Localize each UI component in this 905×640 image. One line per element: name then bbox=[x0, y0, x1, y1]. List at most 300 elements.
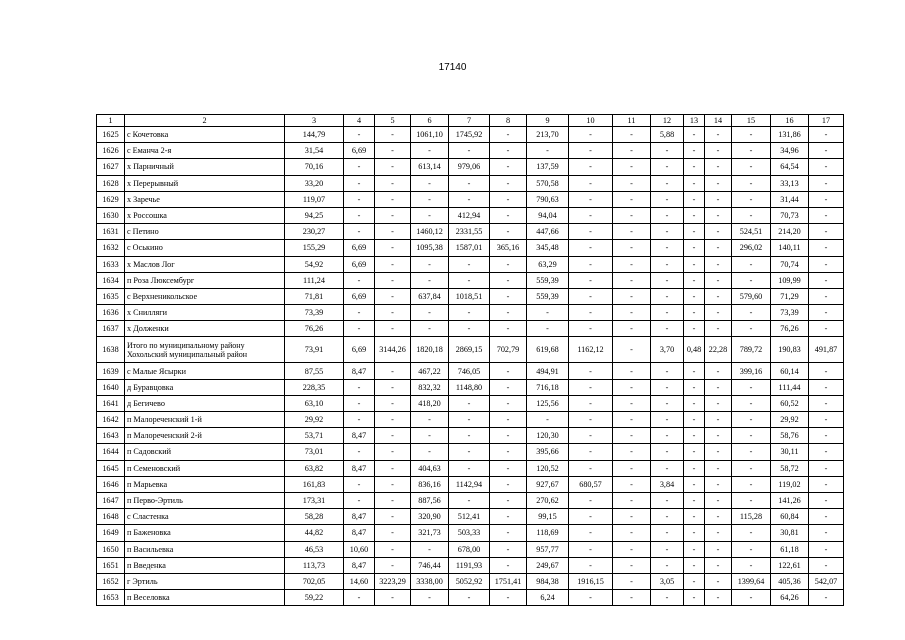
value-cell: - bbox=[411, 272, 449, 288]
value-cell: 118,69 bbox=[527, 525, 569, 541]
value-cell: - bbox=[569, 143, 613, 159]
value-cell: - bbox=[732, 395, 771, 411]
value-cell: - bbox=[613, 127, 651, 143]
value-cell: 345,48 bbox=[527, 240, 569, 256]
value-cell: - bbox=[375, 288, 411, 304]
value-cell: - bbox=[705, 492, 732, 508]
value-cell: 3144,26 bbox=[375, 337, 411, 363]
value-cell: 8,47 bbox=[344, 363, 375, 379]
value-cell: 979,06 bbox=[449, 159, 490, 175]
value-cell: - bbox=[651, 541, 684, 557]
value-cell: - bbox=[490, 159, 527, 175]
value-cell: 70,73 bbox=[771, 207, 809, 223]
table-row bbox=[97, 444, 844, 460]
value-cell: - bbox=[449, 460, 490, 476]
value-cell: 270,62 bbox=[527, 492, 569, 508]
table-row bbox=[97, 224, 844, 240]
value-cell: - bbox=[490, 525, 527, 541]
value-cell: 3,70 bbox=[651, 337, 684, 363]
value-cell: - bbox=[705, 541, 732, 557]
value-cell: - bbox=[411, 541, 449, 557]
value-cell: 125,56 bbox=[527, 395, 569, 411]
settlement-name-cell: с Кочетовка bbox=[125, 127, 285, 143]
value-cell: - bbox=[651, 525, 684, 541]
value-cell: 33,13 bbox=[771, 175, 809, 191]
value-cell: 1916,15 bbox=[569, 573, 613, 589]
value-cell: - bbox=[705, 444, 732, 460]
value-cell: - bbox=[375, 159, 411, 175]
value-cell: - bbox=[344, 272, 375, 288]
table-row bbox=[97, 159, 844, 175]
row-number-cell: 1636 bbox=[97, 305, 125, 321]
value-cell: - bbox=[651, 207, 684, 223]
settlement-name-cell: с Сластенка bbox=[125, 509, 285, 525]
row-number-cell: 1650 bbox=[97, 541, 125, 557]
value-cell: - bbox=[490, 305, 527, 321]
value-cell: - bbox=[732, 191, 771, 207]
value-cell: - bbox=[705, 412, 732, 428]
value-cell: - bbox=[684, 557, 705, 573]
value-cell: 678,00 bbox=[449, 541, 490, 557]
value-cell: - bbox=[490, 492, 527, 508]
value-cell: - bbox=[809, 224, 844, 240]
table-row bbox=[97, 240, 844, 256]
value-cell: - bbox=[569, 412, 613, 428]
value-cell: 8,47 bbox=[344, 460, 375, 476]
value-cell: - bbox=[613, 305, 651, 321]
value-cell: 249,67 bbox=[527, 557, 569, 573]
value-cell: - bbox=[651, 272, 684, 288]
value-cell: - bbox=[705, 590, 732, 606]
value-cell: 122,61 bbox=[771, 557, 809, 573]
value-cell: 8,47 bbox=[344, 557, 375, 573]
value-cell: - bbox=[411, 191, 449, 207]
value-cell: 0,48 bbox=[684, 337, 705, 363]
value-cell: 412,94 bbox=[449, 207, 490, 223]
value-cell: 120,52 bbox=[527, 460, 569, 476]
value-cell: - bbox=[705, 224, 732, 240]
value-cell: 73,01 bbox=[285, 444, 344, 460]
value-cell: 6,69 bbox=[344, 337, 375, 363]
row-number-cell: 1638 bbox=[97, 337, 125, 363]
row-number-cell: 1645 bbox=[97, 460, 125, 476]
table-row bbox=[97, 321, 844, 337]
value-cell: - bbox=[375, 412, 411, 428]
value-cell: - bbox=[569, 379, 613, 395]
table-row bbox=[97, 305, 844, 321]
table-row bbox=[97, 428, 844, 444]
value-cell: - bbox=[651, 288, 684, 304]
value-cell: 1162,12 bbox=[569, 337, 613, 363]
value-cell: - bbox=[411, 305, 449, 321]
value-cell: - bbox=[490, 444, 527, 460]
value-cell: - bbox=[569, 541, 613, 557]
value-cell: 467,22 bbox=[411, 363, 449, 379]
row-number-cell: 1646 bbox=[97, 476, 125, 492]
settlement-name-cell: п Малореченский 1-й bbox=[125, 412, 285, 428]
table-row bbox=[97, 492, 844, 508]
value-cell: - bbox=[809, 476, 844, 492]
value-cell: 887,56 bbox=[411, 492, 449, 508]
value-cell: 512,41 bbox=[449, 509, 490, 525]
value-cell: 161,83 bbox=[285, 476, 344, 492]
table-row bbox=[97, 175, 844, 191]
value-cell: - bbox=[490, 363, 527, 379]
table-row bbox=[97, 460, 844, 476]
value-cell: 76,26 bbox=[285, 321, 344, 337]
row-number-cell: 1642 bbox=[97, 412, 125, 428]
value-cell: - bbox=[449, 492, 490, 508]
value-cell: - bbox=[613, 191, 651, 207]
value-cell: - bbox=[651, 191, 684, 207]
value-cell: - bbox=[809, 428, 844, 444]
column-header: 5 bbox=[375, 115, 411, 127]
value-cell: 73,39 bbox=[771, 305, 809, 321]
settlement-name-cell: п Веселовка bbox=[125, 590, 285, 606]
value-cell: - bbox=[375, 509, 411, 525]
value-cell: - bbox=[684, 321, 705, 337]
value-cell: - bbox=[527, 412, 569, 428]
value-cell: 702,79 bbox=[490, 337, 527, 363]
value-cell: - bbox=[651, 256, 684, 272]
column-header: 14 bbox=[705, 115, 732, 127]
value-cell: - bbox=[651, 590, 684, 606]
value-cell: - bbox=[809, 288, 844, 304]
value-cell: 63,82 bbox=[285, 460, 344, 476]
table-row bbox=[97, 288, 844, 304]
settlement-name-cell: х Парничный bbox=[125, 159, 285, 175]
value-cell: 71,81 bbox=[285, 288, 344, 304]
column-header: 9 bbox=[527, 115, 569, 127]
value-cell: 53,71 bbox=[285, 428, 344, 444]
value-cell: - bbox=[613, 288, 651, 304]
value-cell: - bbox=[449, 143, 490, 159]
value-cell: 119,07 bbox=[285, 191, 344, 207]
value-cell: - bbox=[613, 175, 651, 191]
value-cell: - bbox=[809, 272, 844, 288]
value-cell: 405,36 bbox=[771, 573, 809, 589]
value-cell: - bbox=[375, 240, 411, 256]
settlement-name-cell: х Долженки bbox=[125, 321, 285, 337]
value-cell: - bbox=[809, 557, 844, 573]
value-cell: - bbox=[684, 127, 705, 143]
value-cell: 120,30 bbox=[527, 428, 569, 444]
value-cell: - bbox=[651, 509, 684, 525]
value-cell: 6,69 bbox=[344, 256, 375, 272]
value-cell: - bbox=[705, 272, 732, 288]
column-header: 1 bbox=[97, 115, 125, 127]
value-cell: 8,47 bbox=[344, 428, 375, 444]
row-number-cell: 1625 bbox=[97, 127, 125, 143]
value-cell: - bbox=[684, 143, 705, 159]
value-cell: - bbox=[527, 321, 569, 337]
value-cell: - bbox=[375, 492, 411, 508]
value-cell: - bbox=[613, 379, 651, 395]
table-row bbox=[97, 379, 844, 395]
value-cell: - bbox=[613, 337, 651, 363]
table-row bbox=[97, 207, 844, 223]
value-cell: - bbox=[732, 412, 771, 428]
value-cell: - bbox=[375, 175, 411, 191]
value-cell: - bbox=[613, 590, 651, 606]
row-number-cell: 1633 bbox=[97, 256, 125, 272]
settlement-name-cell: д Буравцовка bbox=[125, 379, 285, 395]
value-cell: - bbox=[705, 127, 732, 143]
value-cell: - bbox=[705, 288, 732, 304]
table-row bbox=[97, 363, 844, 379]
value-cell: 131,86 bbox=[771, 127, 809, 143]
value-cell: - bbox=[613, 428, 651, 444]
value-cell: - bbox=[651, 321, 684, 337]
value-cell: - bbox=[569, 224, 613, 240]
value-cell: - bbox=[344, 191, 375, 207]
value-cell: - bbox=[375, 363, 411, 379]
table-row bbox=[97, 256, 844, 272]
value-cell: - bbox=[613, 207, 651, 223]
value-cell: - bbox=[375, 541, 411, 557]
value-cell: 365,16 bbox=[490, 240, 527, 256]
value-cell: 559,39 bbox=[527, 288, 569, 304]
column-header: 16 bbox=[771, 115, 809, 127]
value-cell: 296,02 bbox=[732, 240, 771, 256]
row-number-cell: 1630 bbox=[97, 207, 125, 223]
value-cell: 3,84 bbox=[651, 476, 684, 492]
value-cell: 141,26 bbox=[771, 492, 809, 508]
value-cell: - bbox=[344, 321, 375, 337]
settlement-name-cell: д Бегичево bbox=[125, 395, 285, 411]
value-cell: - bbox=[684, 460, 705, 476]
value-cell: - bbox=[344, 224, 375, 240]
value-cell: 832,32 bbox=[411, 379, 449, 395]
value-cell: - bbox=[449, 444, 490, 460]
value-cell: 1095,38 bbox=[411, 240, 449, 256]
value-cell: 31,44 bbox=[771, 191, 809, 207]
value-cell: 113,73 bbox=[285, 557, 344, 573]
value-cell: - bbox=[651, 395, 684, 411]
value-cell: - bbox=[490, 127, 527, 143]
value-cell: - bbox=[375, 191, 411, 207]
value-cell: - bbox=[411, 207, 449, 223]
value-cell: - bbox=[651, 224, 684, 240]
value-cell: 190,83 bbox=[771, 337, 809, 363]
row-number-cell: 1649 bbox=[97, 525, 125, 541]
value-cell: 1745,92 bbox=[449, 127, 490, 143]
value-cell: - bbox=[490, 412, 527, 428]
value-cell: - bbox=[613, 159, 651, 175]
row-number-cell: 1634 bbox=[97, 272, 125, 288]
value-cell: - bbox=[490, 428, 527, 444]
value-cell: - bbox=[613, 256, 651, 272]
value-cell: - bbox=[732, 207, 771, 223]
value-cell: - bbox=[527, 305, 569, 321]
value-cell: - bbox=[684, 476, 705, 492]
value-cell: - bbox=[569, 492, 613, 508]
value-cell: - bbox=[613, 444, 651, 460]
data-table bbox=[96, 114, 844, 606]
value-cell: - bbox=[375, 379, 411, 395]
settlement-name-cell: с Оськино bbox=[125, 240, 285, 256]
value-cell: 14,60 bbox=[344, 573, 375, 589]
table-row bbox=[97, 272, 844, 288]
value-cell: - bbox=[613, 143, 651, 159]
value-cell: - bbox=[732, 321, 771, 337]
value-cell: - bbox=[809, 159, 844, 175]
value-cell: - bbox=[375, 127, 411, 143]
row-number-cell: 1626 bbox=[97, 143, 125, 159]
value-cell: - bbox=[490, 476, 527, 492]
value-cell: - bbox=[344, 305, 375, 321]
column-header: 3 bbox=[285, 115, 344, 127]
row-number-cell: 1635 bbox=[97, 288, 125, 304]
value-cell: - bbox=[705, 143, 732, 159]
value-cell: - bbox=[705, 395, 732, 411]
value-cell: 87,55 bbox=[285, 363, 344, 379]
value-cell: 680,57 bbox=[569, 476, 613, 492]
value-cell: - bbox=[684, 541, 705, 557]
value-cell: - bbox=[613, 395, 651, 411]
value-cell: - bbox=[684, 240, 705, 256]
value-cell: 137,59 bbox=[527, 159, 569, 175]
value-cell: - bbox=[732, 557, 771, 573]
value-cell: - bbox=[684, 175, 705, 191]
value-cell: - bbox=[344, 412, 375, 428]
value-cell: - bbox=[411, 256, 449, 272]
value-cell: 144,79 bbox=[285, 127, 344, 143]
value-cell: - bbox=[732, 444, 771, 460]
row-number-cell: 1637 bbox=[97, 321, 125, 337]
value-cell: - bbox=[809, 525, 844, 541]
settlement-name-cell: п Баженовка bbox=[125, 525, 285, 541]
value-cell: - bbox=[613, 272, 651, 288]
value-cell: 637,84 bbox=[411, 288, 449, 304]
settlement-name-cell: х Снилляги bbox=[125, 305, 285, 321]
column-header: 8 bbox=[490, 115, 527, 127]
value-cell: 58,72 bbox=[771, 460, 809, 476]
table-row bbox=[97, 127, 844, 143]
value-cell: - bbox=[705, 159, 732, 175]
value-cell: 404,63 bbox=[411, 460, 449, 476]
value-cell: - bbox=[490, 395, 527, 411]
value-cell: - bbox=[375, 143, 411, 159]
value-cell: - bbox=[684, 159, 705, 175]
value-cell: 559,39 bbox=[527, 272, 569, 288]
value-cell: - bbox=[490, 557, 527, 573]
value-cell: 60,84 bbox=[771, 509, 809, 525]
value-cell: 70,16 bbox=[285, 159, 344, 175]
value-cell: - bbox=[449, 412, 490, 428]
value-cell: - bbox=[809, 460, 844, 476]
value-cell: - bbox=[490, 288, 527, 304]
settlement-name-cell: с Еманча 2-я bbox=[125, 143, 285, 159]
value-cell: - bbox=[344, 127, 375, 143]
value-cell: - bbox=[569, 127, 613, 143]
value-cell: - bbox=[732, 476, 771, 492]
value-cell: - bbox=[809, 492, 844, 508]
value-cell: - bbox=[684, 428, 705, 444]
value-cell: - bbox=[344, 395, 375, 411]
value-cell: - bbox=[411, 428, 449, 444]
value-cell: - bbox=[569, 444, 613, 460]
value-cell: - bbox=[411, 444, 449, 460]
value-cell: 3,05 bbox=[651, 573, 684, 589]
value-cell: 1820,18 bbox=[411, 337, 449, 363]
value-cell: - bbox=[705, 321, 732, 337]
value-cell: - bbox=[449, 305, 490, 321]
value-cell: - bbox=[344, 175, 375, 191]
value-cell: 58,28 bbox=[285, 509, 344, 525]
value-cell: - bbox=[449, 321, 490, 337]
value-cell: - bbox=[705, 191, 732, 207]
value-cell: 54,92 bbox=[285, 256, 344, 272]
value-cell: - bbox=[809, 379, 844, 395]
value-cell: 1751,41 bbox=[490, 573, 527, 589]
value-cell: 173,31 bbox=[285, 492, 344, 508]
value-cell: 10,60 bbox=[344, 541, 375, 557]
value-cell: - bbox=[651, 305, 684, 321]
value-cell: 6,24 bbox=[527, 590, 569, 606]
value-cell: 399,16 bbox=[732, 363, 771, 379]
value-cell: - bbox=[411, 175, 449, 191]
value-cell: 716,18 bbox=[527, 379, 569, 395]
table-row bbox=[97, 143, 844, 159]
value-cell: 46,53 bbox=[285, 541, 344, 557]
value-cell: - bbox=[490, 256, 527, 272]
row-number-cell: 1641 bbox=[97, 395, 125, 411]
value-cell: - bbox=[705, 207, 732, 223]
value-cell: - bbox=[344, 492, 375, 508]
value-cell: - bbox=[613, 573, 651, 589]
value-cell: - bbox=[684, 379, 705, 395]
value-cell: - bbox=[449, 191, 490, 207]
value-cell: 99,15 bbox=[527, 509, 569, 525]
value-cell: 228,35 bbox=[285, 379, 344, 395]
value-cell: - bbox=[569, 321, 613, 337]
value-cell: - bbox=[375, 395, 411, 411]
value-cell: - bbox=[490, 379, 527, 395]
value-cell: - bbox=[569, 191, 613, 207]
value-cell: - bbox=[651, 428, 684, 444]
value-cell: - bbox=[651, 363, 684, 379]
value-cell: 1460,12 bbox=[411, 224, 449, 240]
value-cell: 1399,64 bbox=[732, 573, 771, 589]
value-cell: - bbox=[684, 412, 705, 428]
value-cell: 73,39 bbox=[285, 305, 344, 321]
value-cell: - bbox=[449, 590, 490, 606]
value-cell: - bbox=[613, 363, 651, 379]
value-cell: 1018,51 bbox=[449, 288, 490, 304]
value-cell: - bbox=[613, 321, 651, 337]
value-cell: - bbox=[490, 175, 527, 191]
value-cell: 836,16 bbox=[411, 476, 449, 492]
settlement-name-cell: п Семеновский bbox=[125, 460, 285, 476]
value-cell: - bbox=[651, 159, 684, 175]
value-cell: 395,66 bbox=[527, 444, 569, 460]
value-cell: - bbox=[684, 288, 705, 304]
value-cell: - bbox=[809, 321, 844, 337]
value-cell: - bbox=[705, 363, 732, 379]
value-cell: - bbox=[411, 590, 449, 606]
column-header: 11 bbox=[613, 115, 651, 127]
column-header: 2 bbox=[125, 115, 285, 127]
value-cell: - bbox=[732, 159, 771, 175]
settlement-name-cell: х Перерывный bbox=[125, 175, 285, 191]
value-cell: - bbox=[684, 191, 705, 207]
column-header: 7 bbox=[449, 115, 490, 127]
value-cell: - bbox=[705, 525, 732, 541]
row-number-cell: 1631 bbox=[97, 224, 125, 240]
value-cell: 63,10 bbox=[285, 395, 344, 411]
value-cell: - bbox=[490, 143, 527, 159]
